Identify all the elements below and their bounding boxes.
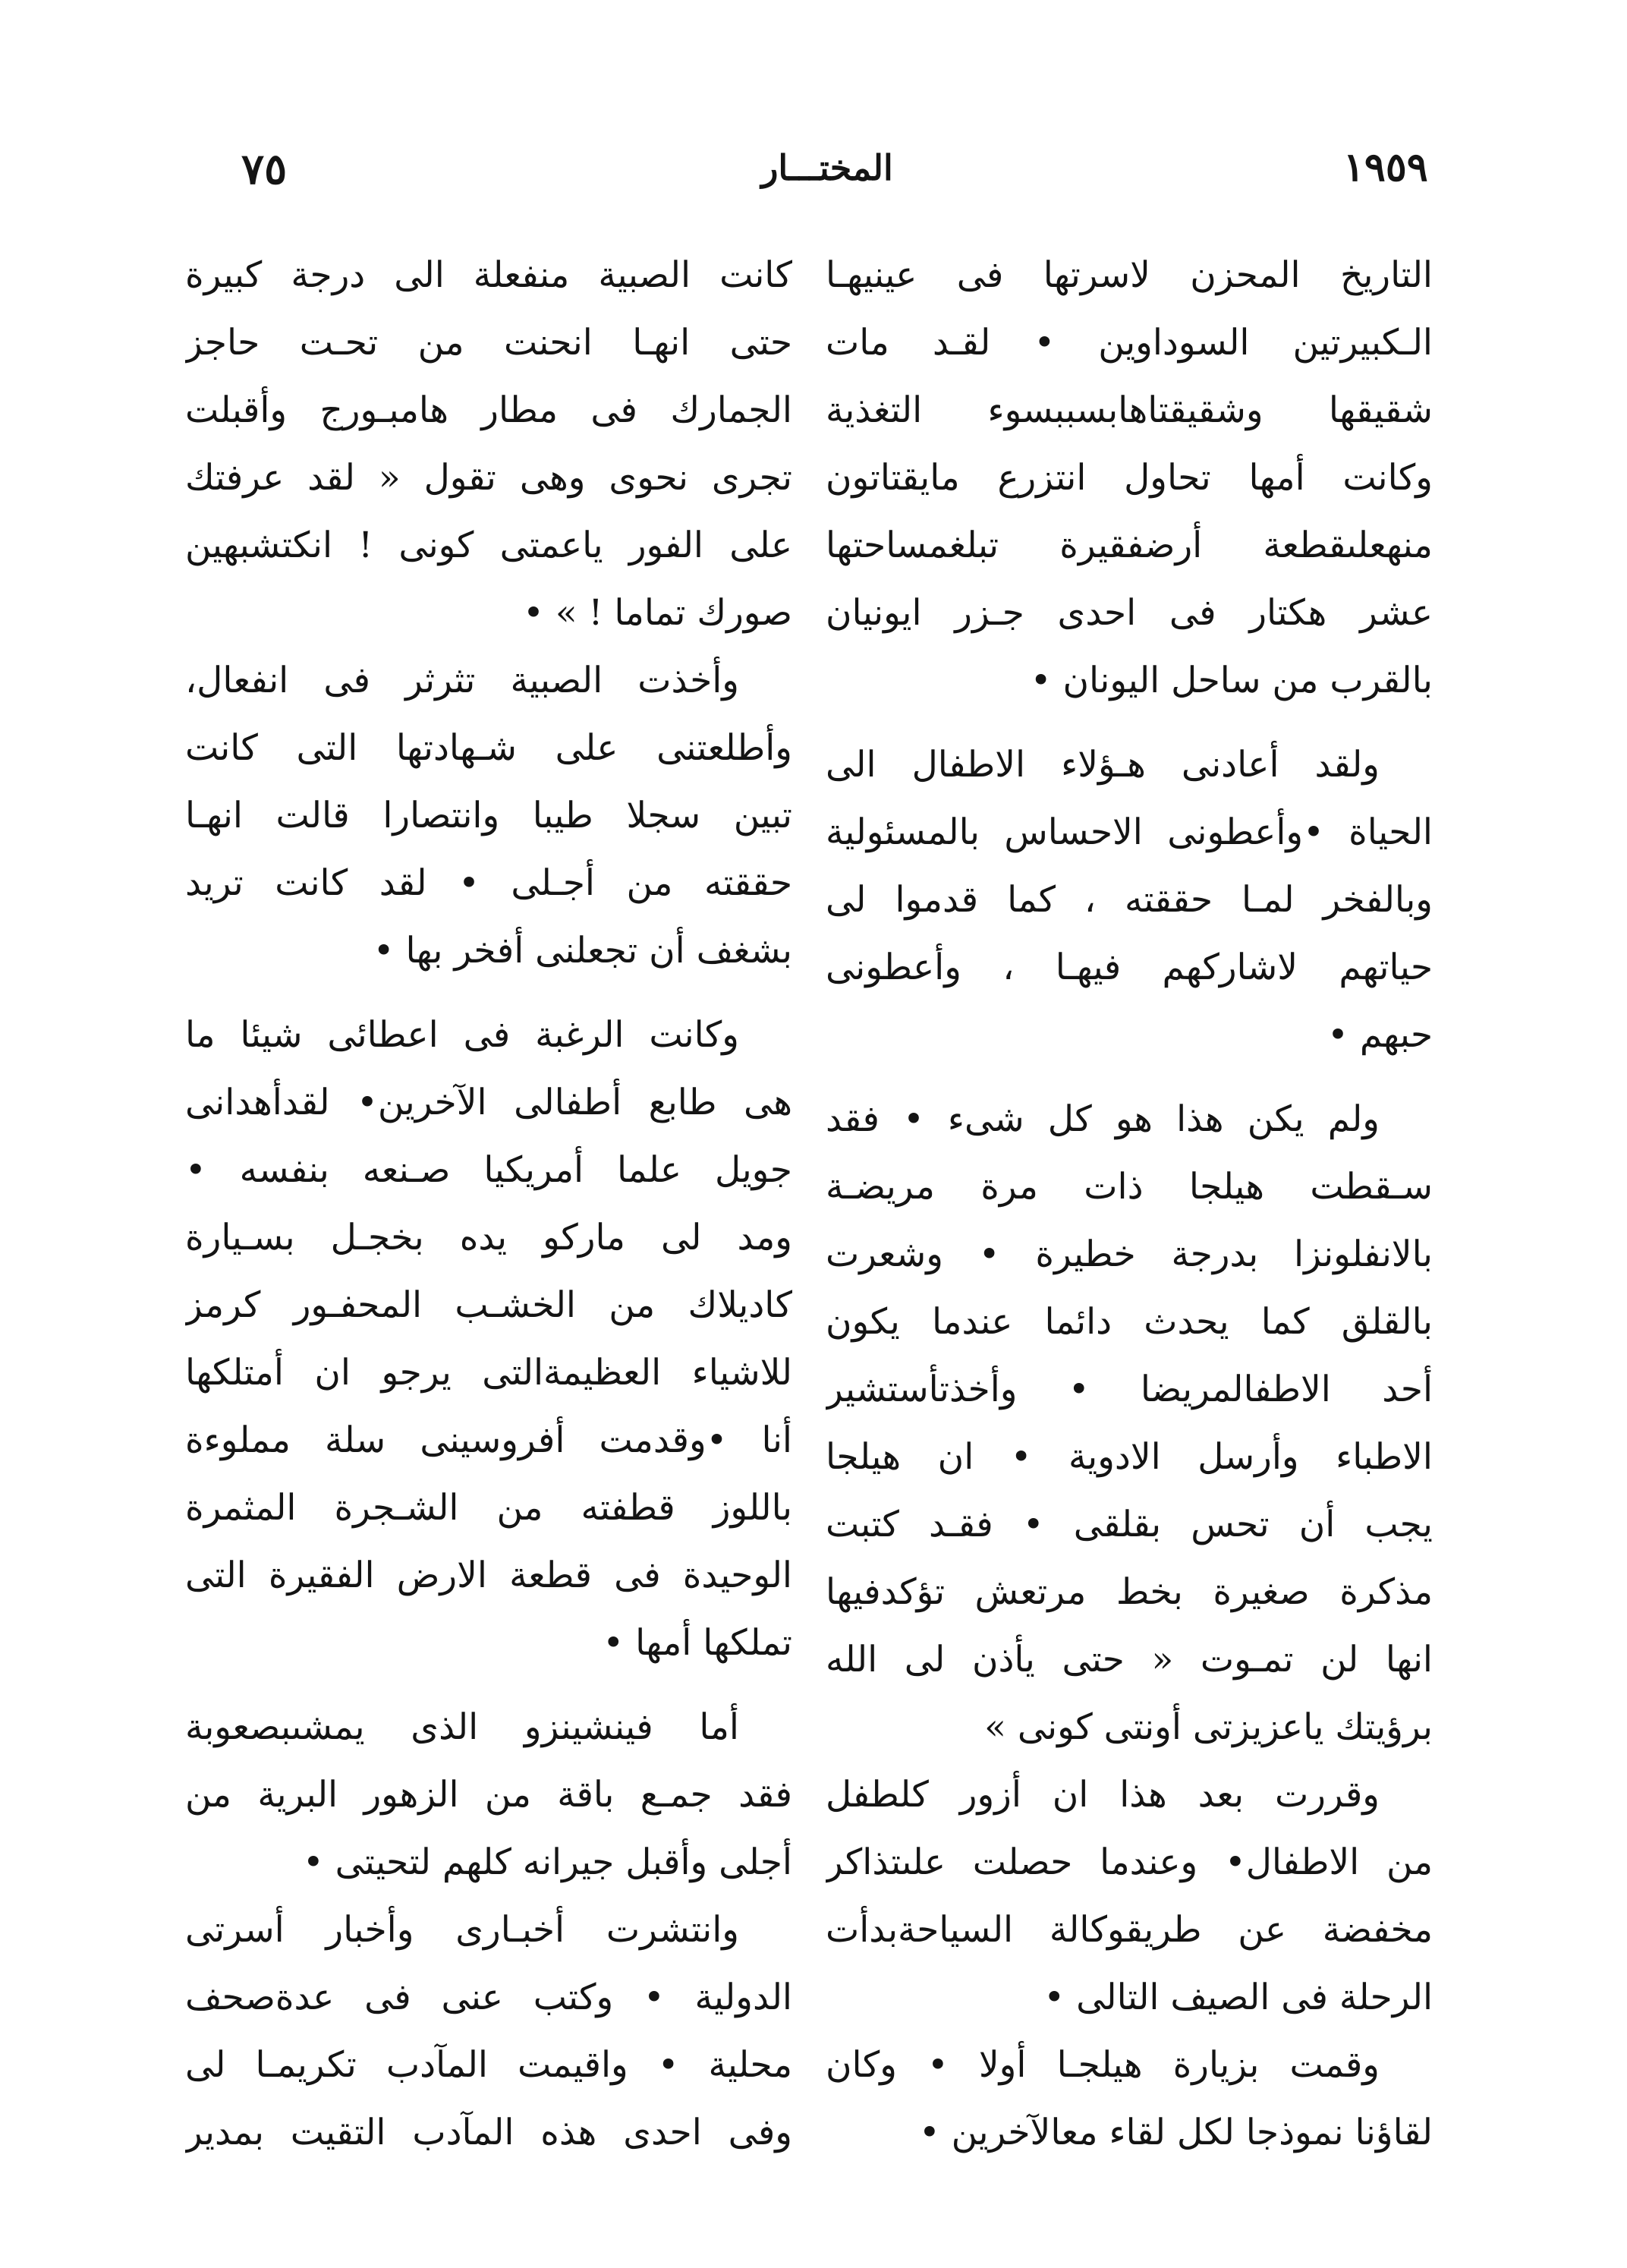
text-line: حبهم • — [1327, 1014, 1433, 1056]
text-line: منهعلىقطعة أرضفقيرة تبلغمساحتها — [826, 524, 1433, 566]
text-line: الـكبيرتين السوداوين • لقـد مات — [826, 322, 1433, 364]
text-line: مذكرة صغيرة بخط مرتعش تؤكدفيها — [826, 1571, 1433, 1613]
text-line: التاريخ المحزن لاسرتها فى عينيهـا — [826, 254, 1433, 296]
paragraph-gap — [826, 714, 1433, 731]
text-line: أما فينشينزو الذى يمشىبصعوبة — [185, 1706, 739, 1748]
text-line: بشغف أن تجعلنى أفخر بها • — [373, 930, 792, 972]
text-line: برؤيتك ياعزيزتى أونتى كونى » — [984, 1706, 1433, 1748]
text-line: وكانت أمها تحاول انتزرع مايقتاتون — [826, 457, 1433, 499]
paragraph-gap — [826, 1069, 1433, 1085]
text-line: انها لن تمـوت « حتى يأذن لى الله — [826, 1639, 1433, 1681]
text-line: حياتهم لاشاركهم فيهـا ، وأعطونى — [826, 947, 1433, 988]
text-line: بالقلق كما يحدث دائما عندما يكون — [826, 1301, 1433, 1343]
page-header — [0, 144, 1627, 205]
text-line: الدولية • وكتب عنى فى عدةصحف — [185, 1977, 792, 2018]
text-line: هى طابع أطفالى الآخرين• لقدأهدانى — [185, 1082, 792, 1123]
text-line: عشر هكتار فى احدى جـزر ايونيان — [826, 592, 1433, 634]
right-text-column — [826, 241, 1433, 2166]
page-number: ٧٥ — [241, 144, 288, 194]
text-line: محلية • واقيمت المآدب تكريمـا لى — [185, 2044, 792, 2086]
text-line: جويل علما أمريكيا صـنعه بنفسه • — [185, 1149, 792, 1191]
text-line: ولقد أعادنى هـؤلاء الاطفال الى — [826, 744, 1380, 786]
text-line: من الاطفال• وعندما حصلت علىتذاكر — [826, 1841, 1433, 1883]
text-line: تجرى نحوى وهى تقول « لقد عرفتك — [185, 457, 792, 499]
left-text-column — [185, 241, 792, 2166]
text-line: وأخذت الصبية تثرثر فى انفعال، — [185, 660, 739, 701]
text-line: حققته من أجـلى • لقد كانت تريد — [185, 862, 792, 904]
text-line: وقمت بزيارة هيلجـا أولا • وكان — [826, 2044, 1380, 2086]
text-line: كانت الصبية منفعلة الى درجة كبيرة — [185, 254, 792, 296]
text-line: وكانت الرغبة فى اعطائى شيئا ما — [185, 1014, 739, 1056]
text-line: وقررت بعد هذا ان أزور كلطفل — [826, 1774, 1380, 1816]
text-line: الرحلة فى الصيف التالى • — [1043, 1977, 1433, 2018]
paragraph-gap — [185, 1677, 792, 1693]
text-line: لقاؤنا نموذجا لكل لقاء معالآخرين • — [919, 2112, 1433, 2153]
text-line: بالانفلونزا بدرجة خطيرة • وشعرت — [826, 1233, 1433, 1275]
text-line: شقيقها وشقيقتاهابسببسوء التغذية — [826, 389, 1433, 431]
text-line: تملكها أمها • — [603, 1622, 792, 1664]
text-line: وانتشرت أخبـارى وأخبار أسرتى — [185, 1909, 739, 1951]
text-line: أحد الاطفالمريضا • وأخذتأستشير — [826, 1369, 1433, 1410]
text-line: بالقرب من ساحل اليونان • — [1030, 660, 1433, 701]
text-line: الحياة •وأعطونى الاحساس بالمسئولية — [826, 811, 1433, 853]
text-line: وأطلعتنى على شـهادتها التى كانت — [185, 727, 792, 769]
text-line: ومد لى ماركو يده بخجـل بسـيارة — [185, 1217, 792, 1258]
text-line: حتى انهـا انحنت من تحـت حاجز — [185, 322, 792, 364]
text-line: أنا •وقدمت أفروسينى سلة مملوءة — [185, 1419, 792, 1461]
text-line: يجب أن تحس بقلقى • فقـد كتبت — [826, 1504, 1433, 1545]
text-line: الاطباء وأرسل الادوية • ان هيلجا — [826, 1436, 1433, 1478]
paragraph-gap — [185, 984, 792, 1001]
magazine-title: المختـــار — [761, 147, 893, 188]
publication-year: ١٩٥٩ — [1343, 144, 1428, 191]
text-line: مخفضة عن طريقوكالة السياحةبدأت — [826, 1909, 1433, 1951]
text-line: ولم يكن هذا هو كل شىء • فقد — [826, 1098, 1380, 1140]
text-line: الوحيدة فى قطعة الارض الفقيرة التى — [185, 1555, 792, 1596]
text-line: باللوز قطفته من الشـجرة المثمرة — [185, 1487, 792, 1529]
text-line: سـقطت هيلجا ذات مرة مريضـة — [826, 1166, 1433, 1208]
text-line: تبين سجلا طيبا وانتصارا قالت انهـا — [185, 795, 792, 836]
text-line: وبالفخر لمـا حققته ، كما قدموا لى — [826, 879, 1433, 921]
text-line: الجمارك فى مطار هامبـورج وأقبلت — [185, 389, 792, 431]
text-line: صورك تماما ! » • — [523, 592, 792, 634]
text-line: أجلى وأقبل جيرانه كلهم لتحيتى • — [302, 1841, 792, 1883]
text-line: وفى احدى هذه المآدب التقيت بمدير — [185, 2112, 792, 2153]
text-line: على الفور ياعمتى كونى ! انكتشبهين — [185, 524, 792, 566]
text-line: للاشياء العظيمةالتى يرجو ان أمتلكها — [185, 1352, 792, 1394]
text-line: فقد جمـع باقة من الزهور البرية من — [185, 1774, 792, 1816]
text-line: كاديلاك من الخشـب المحفـور كرمز — [185, 1284, 792, 1326]
